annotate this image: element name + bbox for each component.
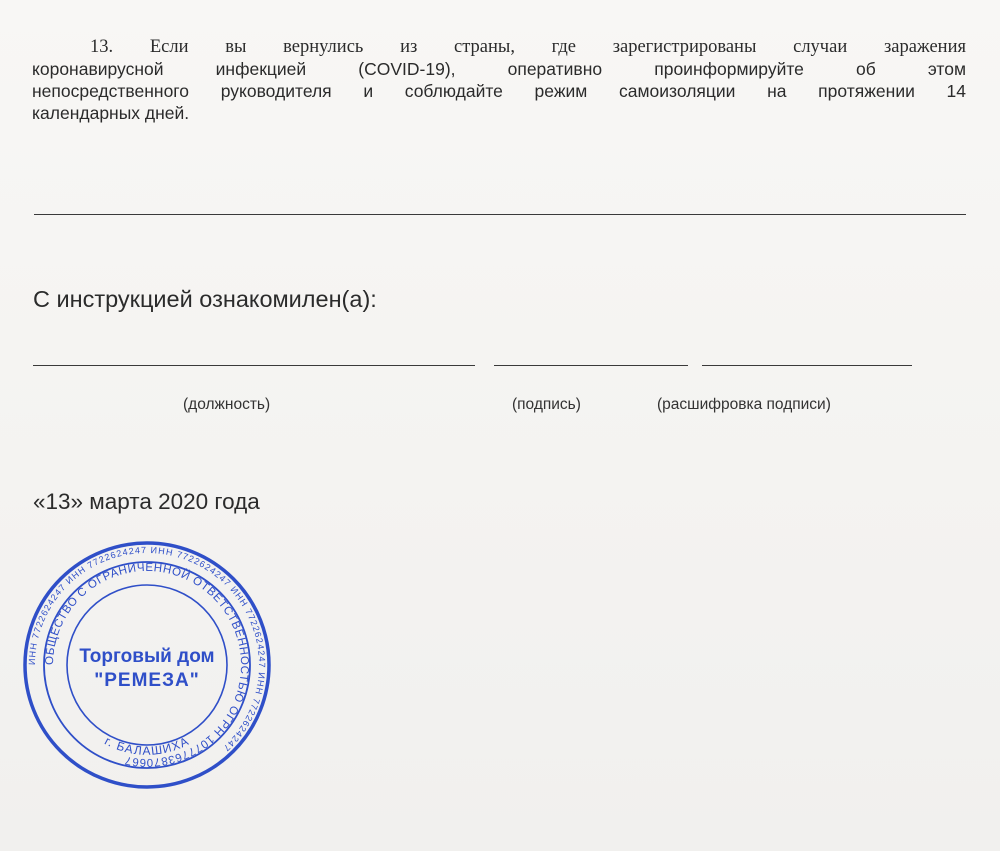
separator-line [34,214,966,215]
clause-line: 13. Если вы вернулись из страны, где зарегистрированы случаи заражения [90,37,966,57]
seal-outer-ring-text: ИНН 7722624247 ИНН 7722624247 ИНН 7722624247 ИНН 7722624247 ИНН 7722624247 [26,544,268,754]
clause-line: непосредственного руководителя и соблюдайте режим самоизоляции на протяжении 14 [32,81,966,101]
position-caption: (должность) [183,396,271,413]
seal-graphic [22,540,272,790]
signature-field-line[interactable] [494,365,688,366]
clause-line: календарных дней. [32,103,190,123]
seal-center-line-2: "РЕМЕЗА" [94,670,200,691]
clause-line: коронавирусной инфекцией (COVID-19), оперативно проинформируйте об этом [32,59,966,79]
acknowledgement-heading: С инструкцией ознакомилен(а): [33,286,377,312]
instruction-clause-13 [32,36,966,124]
signature-decoding-field-line[interactable] [702,365,912,366]
company-seal-stamp [22,540,272,790]
seal-city-text: г. БАЛАШИХА [102,733,192,758]
document-date: «13» марта 2020 года [33,489,260,514]
seal-center-line-1: Торговый дом [79,646,215,667]
signature-caption: (подпись) [512,396,581,413]
signature-decoding-caption: (расшифровка подписи) [657,396,831,413]
seal-ring-text: ОБЩЕСТВО С ОГРАНИЧЕННОЙ ОТВЕТСТВЕННОСТЬЮ ОГРН 1077763870667 [43,561,251,769]
position-field-line[interactable] [33,365,475,366]
